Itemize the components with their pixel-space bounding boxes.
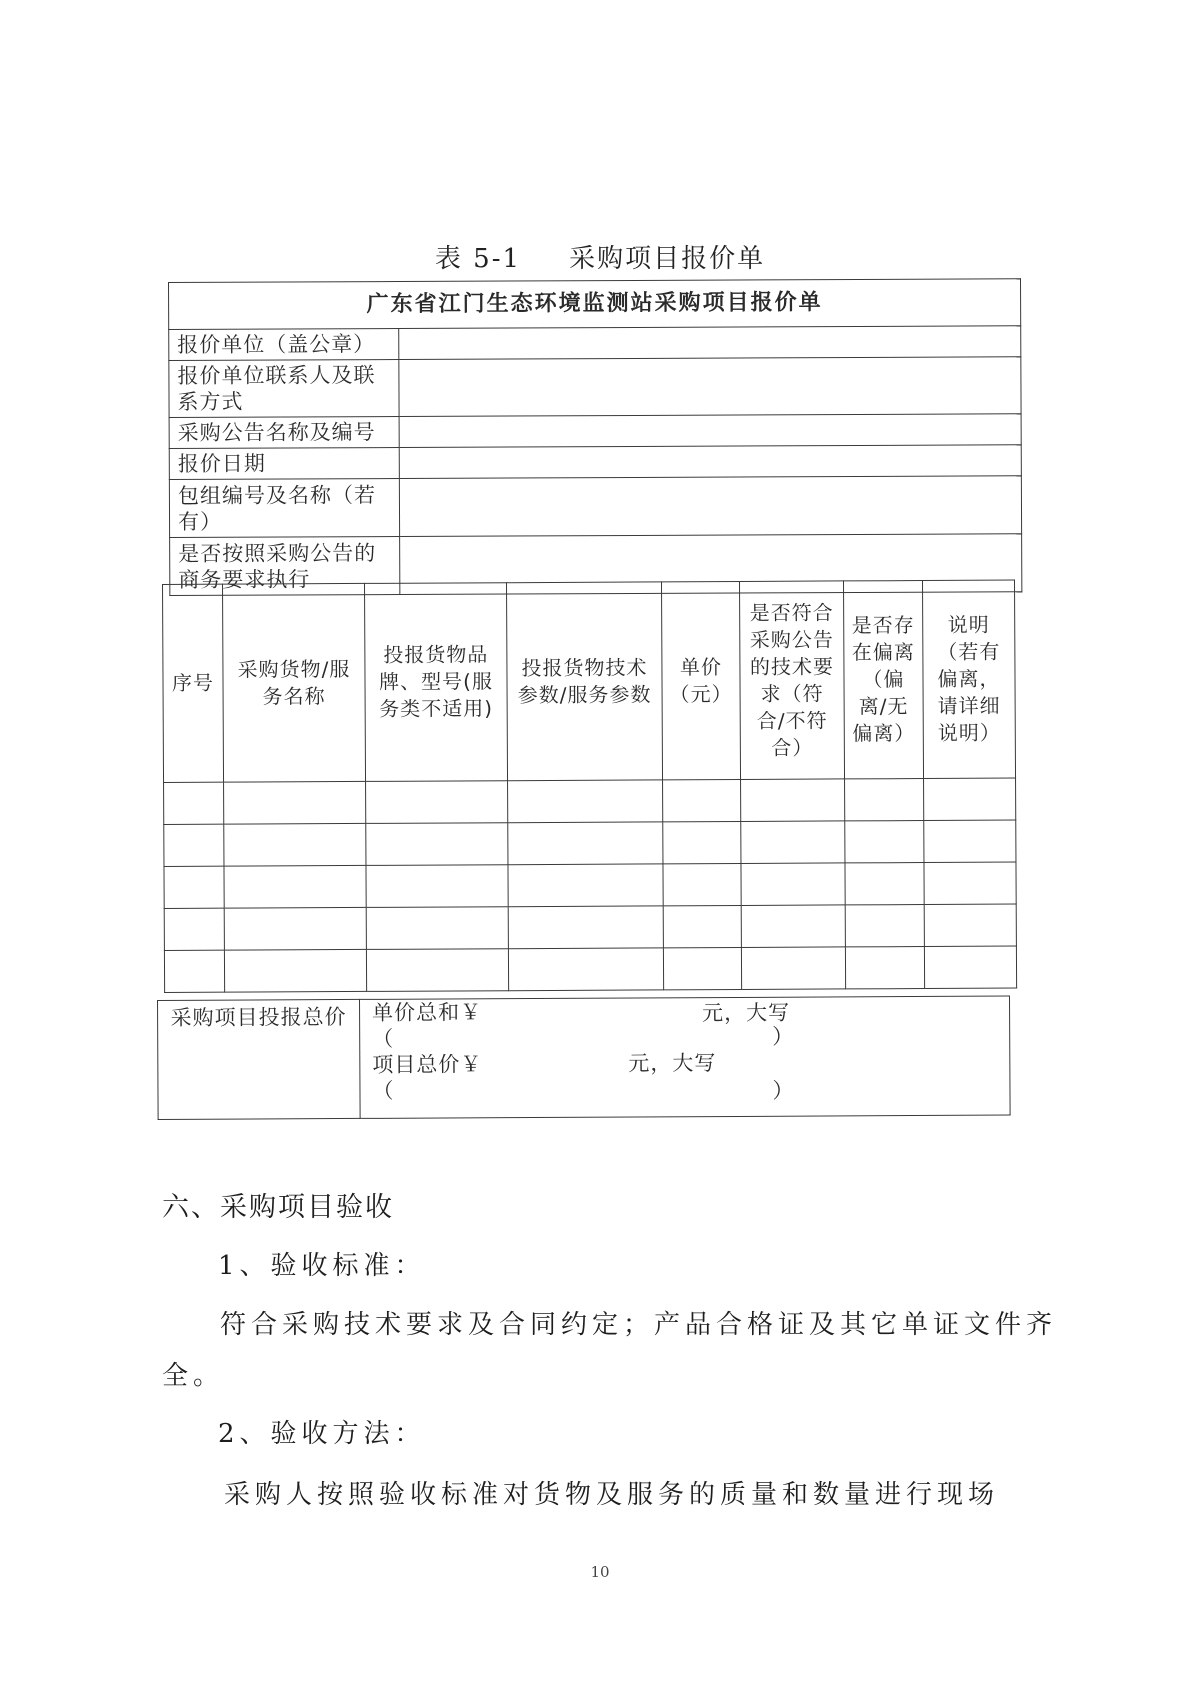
table-row (164, 946, 1016, 992)
cell[interactable] (224, 907, 366, 950)
label-lot-number: 包组编号及名称（若有） (169, 478, 399, 537)
total-price-table (157, 996, 1011, 1120)
label-quote-date: 报价日期 (169, 447, 399, 479)
cell[interactable] (366, 823, 508, 866)
header-tech-params: 投报货物技术参数/服务参数 (506, 582, 662, 781)
label-contact: 报价单位联系人及联系方式 (169, 359, 399, 417)
unit-sum-label: 单价总和￥ (372, 1000, 483, 1025)
cell[interactable] (845, 821, 924, 863)
field-notice-name-number[interactable] (399, 414, 1021, 448)
table-row (164, 862, 1016, 908)
cell[interactable] (508, 864, 663, 907)
cell[interactable] (663, 863, 741, 905)
header-deviation: 是否存在偏离（偏离/无偏离） (843, 581, 923, 779)
project-total-close-paren: ） (772, 1078, 795, 1103)
cell[interactable] (924, 862, 1016, 904)
cell[interactable] (164, 950, 224, 992)
cell[interactable] (508, 948, 663, 991)
table-row (164, 904, 1016, 950)
cell[interactable] (924, 778, 1016, 820)
cell[interactable] (366, 949, 508, 992)
cell[interactable] (924, 820, 1016, 862)
cell[interactable] (164, 866, 224, 908)
table-caption (0, 238, 1200, 275)
cell[interactable] (741, 947, 845, 990)
acceptance-standard-text-line1: 符合采购技术要求及合同约定；产品合格证及其它单证文件齐 (220, 1310, 1058, 1340)
acceptance-method-text-line1: 采购人按照验收标准对货物及服务的质量和数量进行现场 (224, 1480, 1000, 1510)
acceptance-standard-text-line2: 全。 (162, 1361, 225, 1391)
cell[interactable] (741, 863, 845, 906)
quote-info-table (168, 278, 1022, 596)
acceptance-method-title: 2、验收方法： (218, 1419, 426, 1449)
project-total-label: 项目总价￥ (372, 1052, 483, 1077)
label-quoting-unit: 报价单位（盖公章） (169, 328, 399, 360)
items-table (162, 580, 1017, 993)
cell[interactable] (164, 908, 224, 950)
section-heading: 六、采购项目验收 (162, 1192, 394, 1223)
cell[interactable] (224, 823, 366, 866)
header-brand-model: 投报货物品牌、型号(服务类不适用) (364, 583, 507, 782)
field-quote-date[interactable] (399, 445, 1021, 479)
cell[interactable] (663, 905, 741, 947)
table-caption-title: 采购项目报价单 (569, 244, 766, 274)
cell[interactable] (845, 863, 924, 905)
cell[interactable] (924, 904, 1016, 946)
cell[interactable] (663, 821, 741, 863)
items-header-row (163, 580, 1016, 782)
project-total-suffix: 元，大写 (628, 1051, 717, 1076)
page-number: 10 (590, 1563, 610, 1581)
cell[interactable] (508, 822, 663, 865)
header-goods-name: 采购货物/服务名称 (223, 583, 366, 782)
cell[interactable] (164, 824, 224, 866)
cell[interactable] (366, 781, 508, 824)
form-title: 广东省江门生态环境监测站采购项目报价单 (169, 279, 1021, 330)
cell[interactable] (741, 905, 845, 948)
cell[interactable] (224, 949, 366, 992)
cell[interactable] (224, 781, 366, 824)
cell[interactable] (366, 907, 508, 950)
table-row (164, 820, 1016, 866)
header-index: 序号 (163, 584, 224, 782)
total-price-fields (359, 996, 1010, 1118)
cell[interactable] (164, 782, 224, 824)
label-notice-name-number: 采购公告名称及编号 (169, 416, 399, 448)
unit-sum-close-paren: ） (772, 1024, 795, 1049)
header-remarks: 说明（若有偏离，请详细说明） (922, 580, 1015, 778)
cell[interactable] (741, 821, 845, 864)
cell[interactable] (741, 779, 845, 822)
field-lot-number[interactable] (399, 476, 1021, 537)
field-quoting-unit[interactable] (399, 326, 1021, 360)
cell[interactable] (663, 947, 741, 989)
cell[interactable] (924, 946, 1016, 988)
cell[interactable] (508, 906, 663, 949)
cell[interactable] (508, 780, 663, 823)
header-unit-price: 单价（元） (661, 581, 740, 779)
label-commercial-compliance: 是否按照采购公告的商务要求执行 (170, 536, 400, 595)
total-price-label: 采购项目投报总价 (158, 999, 361, 1119)
unit-sum-suffix: 元，大写 (702, 1000, 791, 1026)
table-row (164, 778, 1016, 824)
cell[interactable] (845, 779, 924, 821)
cell[interactable] (845, 947, 924, 989)
cell[interactable] (224, 865, 366, 908)
cell[interactable] (663, 779, 741, 821)
header-meets-requirements: 是否符合采购公告的技术要求（符合/不符合） (739, 581, 844, 780)
unit-sum-open-paren: （ (372, 1026, 395, 1051)
cell[interactable] (845, 905, 924, 947)
project-total-open-paren: （ (372, 1078, 395, 1103)
cell[interactable] (366, 865, 508, 908)
table-caption-number: 表 5-1 (434, 244, 522, 274)
field-contact[interactable] (399, 357, 1021, 417)
acceptance-standard-title: 1、验收标准： (218, 1251, 426, 1281)
